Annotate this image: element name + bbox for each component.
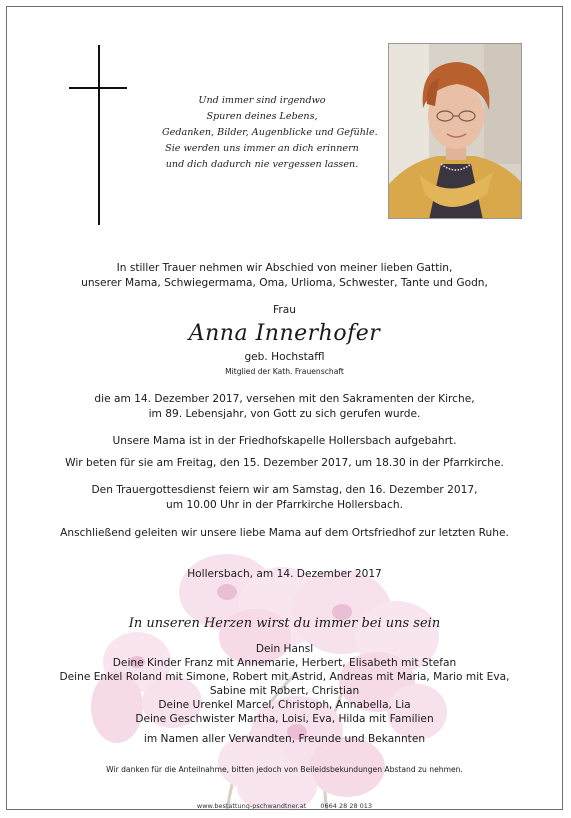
heart-line: In unseren Herzen wirst du immer bei uns sein: [128, 616, 441, 631]
cross-icon: [98, 45, 100, 225]
intro-line: unserer Mama, Schwiegermama, Oma, Urlioma, Schwester, Tante und Godn,: [81, 277, 488, 289]
place-date: Hollersbach, am 14. Dezember 2017: [187, 568, 382, 580]
service-line: Den Trauergottesdienst feiern wir am Samstag, den 16. Dezember 2017,: [91, 484, 478, 496]
portrait-photo: [388, 43, 522, 219]
mourner-line: Deine Enkel Roland mit Simone, Robert mit Astrid, Andreas mit Maria, Mario mit Eva,: [59, 671, 510, 683]
intro-line: In stiller Trauer nehmen wir Abschied von meiner lieben Gattin,: [116, 262, 453, 274]
parte-card: [6, 6, 563, 810]
footer-phone: 0664 28 28 013: [320, 802, 373, 810]
mourner-line: Deine Kinder Franz mit Annemarie, Herbert, Elisabeth mit Stefan: [112, 657, 457, 669]
poem: [162, 93, 378, 173]
burial-line: Anschließend geleiten wir unsere liebe Mama auf dem Ortsfriedhof zur letzten Ruhe.: [60, 527, 509, 539]
poem-line: Gedanken, Bilder, Augenblicke und Gefühle.: [162, 127, 378, 138]
thanks-line: Wir danken für die Anteilnahme, bitten jedoch von Beileidsbekundungen Abstand zu nehmen.: [106, 765, 463, 774]
poem-line: Und immer sind irgendwo: [198, 95, 326, 106]
death-line: im 89. Lebensjahr, von Gott zu sich gerufen wurde.: [148, 408, 421, 420]
service-line: um 10.00 Uhr in der Pfarrkirche Hollersbach.: [166, 499, 403, 511]
salutation: Frau: [273, 304, 296, 316]
mourner-line: Deine Geschwister Martha, Loisi, Eva, Hilda mit Familien: [135, 713, 434, 725]
poem-line: Sie werden uns immer an dich erinnern: [165, 143, 359, 154]
membership: Mitglied der Kath. Frauenschaft: [225, 367, 344, 376]
footer-website: www.bestattung-pschwandtner.at: [196, 802, 307, 810]
mourner-line: Sabine mit Robert, Christian: [209, 685, 360, 697]
poem-line: und dich dadurch nie vergessen lassen.: [165, 159, 359, 170]
prayer-line: Wir beten für sie am Freitag, den 15. Dezember 2017, um 18.30 in der Pfarrkirche.: [65, 457, 504, 469]
cross-icon-bar: [69, 87, 127, 89]
footer: [7, 802, 562, 810]
poem-line: Spuren deines Lebens,: [206, 111, 318, 122]
mourner-line: im Namen aller Verwandten, Freunde und Bekannten: [143, 733, 426, 745]
mourner-line: Deine Urenkel Marcel, Christoph, Annabella, Lia: [158, 699, 411, 711]
death-line: die am 14. Dezember 2017, versehen mit den Sakramenten der Kirche,: [94, 393, 475, 405]
maiden-name: geb. Hochstaffl: [244, 351, 325, 363]
deceased-name: Anna Innerhofer: [188, 321, 381, 346]
viewing-line: Unsere Mama ist in der Friedhofskapelle Hollersbach aufgebahrt.: [112, 435, 457, 447]
mourner-line: Dein Hansl: [255, 643, 314, 655]
